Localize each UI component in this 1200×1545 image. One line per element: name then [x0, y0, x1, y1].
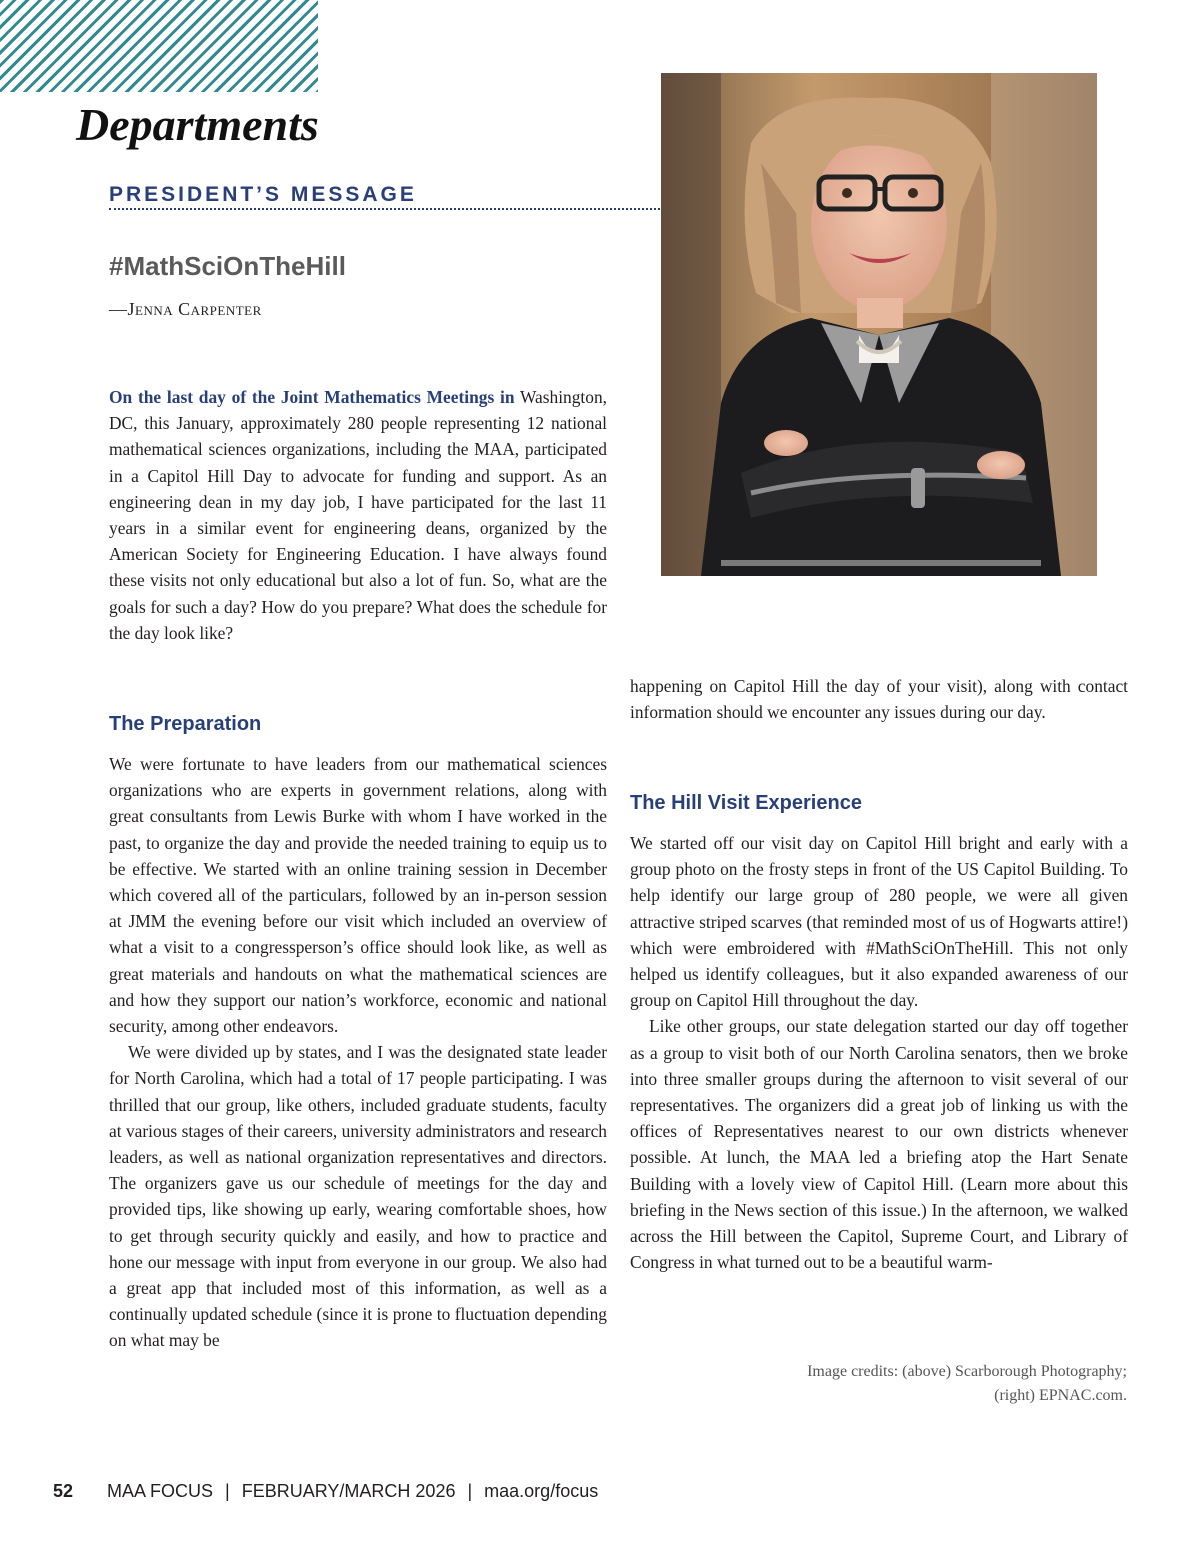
preparation-paragraph-1: We were fortunate to have leaders from our mathematical sciences organizations who are experts in government relations, along with great consultants from Lewis Burke with whom I have worked in the past, to organize the day and provide the needed training to equip us to be effective. We started with an online training session in December which covered all of the particulars, followed by an in-person session at JMM the evening before our visit which included an overview of what a visit to a congressperson’s office should look like, as well as great materials and handouts on what the mathematical sciences are and how they support our nation’s workforce, economic and national security, among other endeavors.: [109, 754, 607, 1037]
intro-text: Washington, DC, this January, approximately 280 people representing 12 national mathematical sciences organizations, including the MAA, participated in a Capitol Hill Day to advocate for funding and support. As an engineering dean in my day job, I have participated for the last 11 years in a similar event for engineering deans, organized by the American Society for Engineering Education. I have always found these visits not only educational but also a lot of fun. So, what are the goals for such a day? How do you prepare? What does the schedule for the day look like?: [109, 387, 608, 643]
footer-separator: |: [225, 1481, 230, 1501]
image-credits: [807, 1360, 1127, 1408]
hill-visit-paragraph-1: We started off our visit day on Capitol Hill bright and early with a group photo on the frosty steps in front of the US Capitol Building. To help identify our large group of 280 people, we were all given attractive striped scarves (that reminded most of us of Hogwarts attire!) which were embroidered with #MathSciOnTheHill. This not only helped us identify colleagues, but it also expanded awareness of our group on Capitol Hill throughout the day.: [630, 833, 1128, 1011]
department-label: PRESIDENT’S MESSAGE: [109, 183, 417, 206]
preparation-heading: The Preparation: [109, 713, 262, 735]
header-stripe-pattern: [0, 0, 318, 92]
image-credits-line-1: Image credits: (above) Scarborough Photography;: [807, 1363, 1127, 1380]
page-footer: [53, 1478, 598, 1504]
preparation-column: [109, 711, 607, 1354]
preparation-continuation: [630, 673, 1128, 725]
article-title: #MathSciOnTheHill: [109, 251, 346, 281]
dotted-divider: [109, 208, 660, 210]
footer-separator: |: [467, 1481, 473, 1501]
footer-url-link[interactable]: maa.org/focus: [484, 1481, 599, 1501]
article-author: —Jenna Carpenter: [109, 299, 262, 319]
section-title: Departments: [76, 99, 319, 150]
intro-paragraph: [109, 384, 607, 646]
preparation-paragraph-2-cont: happening on Capitol Hill the day of your visit), along with contact information should we encounter any issues during our day.: [630, 676, 1128, 723]
page-number: 52: [53, 1481, 74, 1501]
hill-visit-paragraph-2: Like other groups, our state delegation started our day off together as a group to visit both of our North Carolina senators, then we broke into three smaller groups during the afternoon to visit several of our representatives. The organizers did a great job of linking us with the offices of Representatives nearest to our own districts whenever possible. At lunch, the MAA led a briefing atop the Hart Senate Building with a lovely view of Capitol Hill. (Learn more about this briefing in the News section of this issue.) In the afternoon, we walked across the Hill between the Capitol, Supreme Court, and Library of Congress in what turned out to be a beautiful warm-: [630, 1016, 1128, 1273]
intro-column: [109, 384, 607, 646]
intro-lead: On the last day of the Joint Mathematics Meetings in: [109, 387, 515, 407]
portrait-illustration: [661, 73, 1097, 576]
preparation-paragraph-2: We were divided up by states, and I was the designated state leader for North Carolina, which had a total of 17 people participating. I was thrilled that our group, like others, included graduate students, faculty at various stages of their careers, university administrators and research leaders, as well as national organization representatives and directors. The organizers gave us our schedule of meetings for the day and provided tips, like showing up early, wearing comfortable shoes, how to get through security quickly and easily, and how to practice and hone our message with input from everyone in our group. We also had a great app that included most of this information, as well as a continually updated schedule (since it is prone to fluctuation depending on what may be: [109, 1042, 607, 1351]
image-credits-line-2: (right) EPNAC.com.: [994, 1387, 1127, 1404]
hill-visit-heading: The Hill Visit Experience: [630, 792, 862, 814]
footer-publication: MAA FOCUS: [107, 1481, 214, 1501]
author-portrait: [661, 73, 1097, 576]
footer-issue: FEBRUARY/MARCH 2026: [241, 1481, 456, 1501]
hill-visit-column: [630, 790, 1128, 1275]
